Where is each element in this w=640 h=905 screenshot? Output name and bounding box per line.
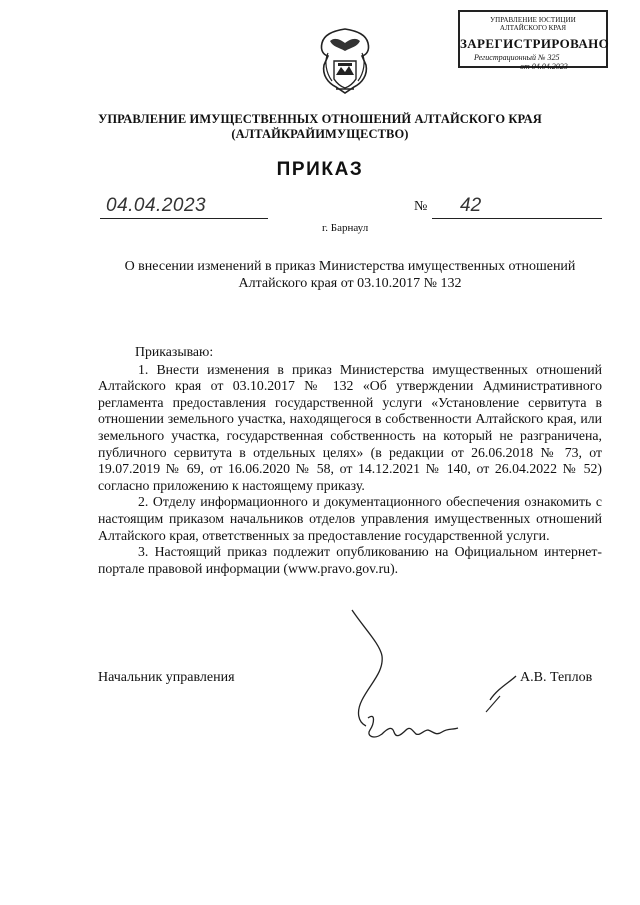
stamp-org-line2: АЛТАЙСКОГО КРАЯ <box>499 24 567 32</box>
handwritten-signature <box>340 600 530 780</box>
document-subject <box>100 258 600 292</box>
doc-type-title: ПРИКАЗ <box>276 159 364 180</box>
registration-stamp <box>458 10 610 71</box>
document-body <box>98 344 602 577</box>
stamp-reg-number: Регистрационный № 325 <box>474 53 560 62</box>
stamp-status: ЗАРЕГИСТРИРОВАНО <box>460 36 610 51</box>
body-item-2: 2. Отделу информационного и документационного обеспечения ознакомить с настоящим приказом начальников отделов управления имущественных отношений Алтайского края, ответственных за предоставление государственной услуги. <box>98 494 602 543</box>
stamp-reg-date: от 04.04.2023 <box>520 62 568 71</box>
handwritten-date: 04.04.2023 <box>106 195 207 216</box>
city: г. Барнаул <box>322 222 369 234</box>
org-short-name: (АЛТАЙКРАЙИМУЩЕСТВО) <box>231 127 409 141</box>
org-name: УПРАВЛЕНИЕ ИМУЩЕСТВЕННЫХ ОТНОШЕНИЙ АЛТАЙСКОГО КРАЯ <box>98 112 542 126</box>
signatory-position: Начальник управления <box>98 670 235 685</box>
order-word: Приказываю: <box>135 344 214 359</box>
number-sign: № <box>414 199 428 214</box>
date-field <box>100 196 268 219</box>
body-item-1: 1. Внести изменения в приказ Министерства имущественных отношений Алтайского края от 03.10.2017 № 132 «Об утверждении Административного регламента предоставления государственной услуги «Установление сервитута в отношении земельного участка, находящегося в собственности Алтайского края, или земельного участка, государственная собственность на который не разграничена, публичного сервитута в отдельных целях» (в редакции от 26.06.2018 № 73, от 19.07.2019 № 69, от 16.06.2020 № 58, от 14.12.2021 № 140, от 26.04.2022 № 52) согласно приложению к настоящему приказу. <box>98 361 602 493</box>
handwritten-number: 42 <box>460 195 482 216</box>
body-item-3: 3. Настоящий приказ подлежит опубликованию на Официальном интернет-портале правовой информации (www.pravo.gov.ru). <box>98 544 602 576</box>
subject-line2: Алтайского края от 03.10.2017 № 132 <box>238 276 462 291</box>
signatory-name: А.В. Теплов <box>520 670 593 685</box>
subject-line1: О внесении изменений в приказ Министерства имущественных отношений <box>124 259 576 274</box>
stamp-org-line1: УПРАВЛЕНИЕ ЮСТИЦИИ <box>490 16 576 24</box>
number-field <box>432 196 602 219</box>
coat-of-arms-icon <box>310 25 380 97</box>
